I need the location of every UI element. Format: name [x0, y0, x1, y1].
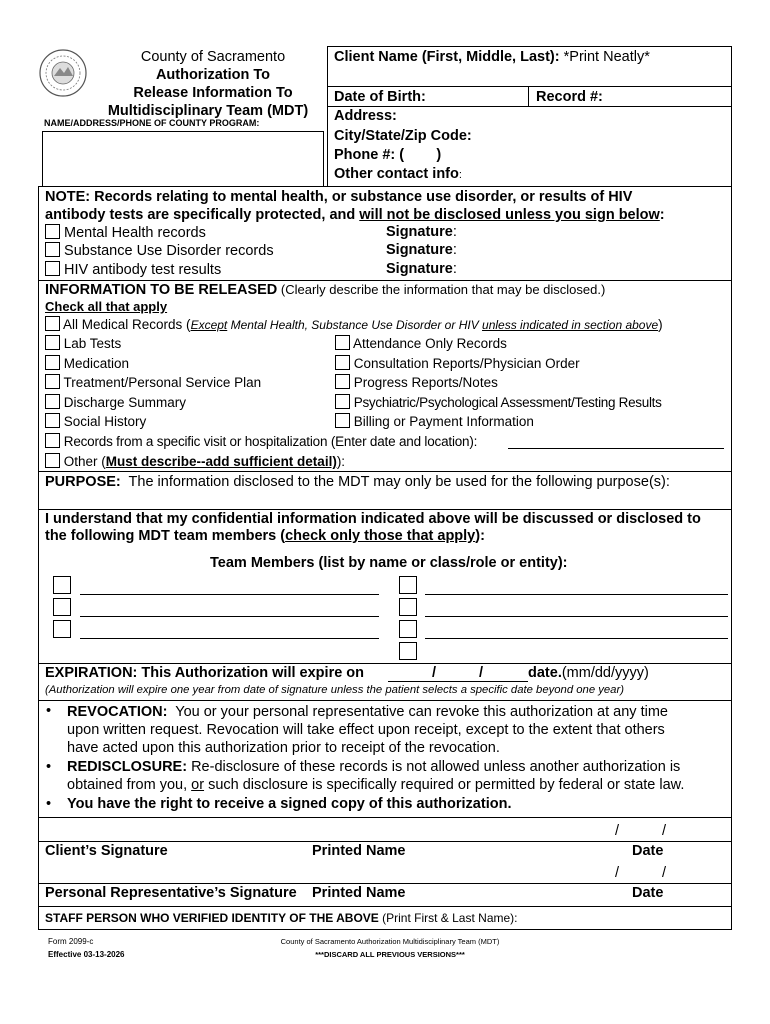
- purpose-label: PURPOSE:: [45, 474, 121, 490]
- all-records-label: All Medical Records (: [63, 317, 191, 332]
- social-history-row[interactable]: [45, 413, 146, 429]
- expiration-date-word: date.: [528, 665, 562, 681]
- social-history-label: Social History: [63, 414, 147, 429]
- progress-row[interactable]: [335, 374, 498, 390]
- footer-title: County of Sacramento Authorization Multidisciplinary Team (MDT): [280, 937, 500, 946]
- team-member-line[interactable]: [80, 594, 379, 595]
- signature-colon: :: [452, 261, 457, 277]
- team-member-checkbox[interactable]: [399, 620, 417, 638]
- rep-printed-name-label: Printed Name: [312, 885, 406, 901]
- attendance-checkbox[interactable]: [335, 335, 350, 350]
- psychiatric-checkbox[interactable]: [335, 394, 350, 409]
- note-line-2a: antibody tests are specifically protected, and: [45, 207, 360, 223]
- understand-line-2a: the following MDT team members (: [45, 528, 286, 544]
- revocation-label: REVOCATION:: [67, 704, 168, 720]
- check-all-label: Check all that apply: [45, 299, 168, 314]
- phone-paren: ( ): [399, 147, 442, 163]
- all-records-checkbox[interactable]: [45, 316, 60, 331]
- other-contact-label: Other contact info: [334, 166, 459, 182]
- mental-health-checkbox[interactable]: [45, 224, 60, 239]
- revocation-text-1: You or your personal representative can revoke this authorization at any time: [167, 704, 668, 720]
- purpose-text: The information disclosed to the MDT may only be used for the following purpose(s):: [120, 474, 670, 490]
- redisclosure-text-2a: obtained from you,: [67, 777, 192, 793]
- billing-label: Billing or Payment Information: [353, 414, 534, 429]
- team-member-checkbox[interactable]: [53, 620, 71, 638]
- medication-label: Medication: [63, 356, 130, 371]
- footer-discard: ***DISCARD ALL PREVIOUS VERSIONS***: [315, 950, 465, 959]
- all-records-unless: unless indicated in section above: [482, 318, 659, 332]
- expiration-slash-1: /: [432, 665, 437, 681]
- billing-row[interactable]: [335, 413, 534, 429]
- consultation-label: Consultation Reports/Physician Order: [353, 356, 580, 371]
- program-label: NAME/ADDRESS/PHONE OF COUNTY PROGRAM:: [44, 118, 260, 128]
- staff-verify-note: (Print First & Last Name):: [378, 911, 518, 925]
- all-records-row[interactable]: [45, 316, 663, 332]
- dob-field[interactable]: Date of Birth:: [334, 89, 426, 105]
- mental-health-row[interactable]: [45, 224, 206, 241]
- treatment-checkbox[interactable]: [45, 374, 60, 389]
- all-records-close: ): [658, 317, 663, 332]
- all-records-except: Except: [190, 318, 228, 332]
- social-history-checkbox[interactable]: [45, 413, 60, 428]
- attendance-row[interactable]: [335, 335, 507, 351]
- client-date-slash-1: /: [615, 823, 620, 839]
- mental-health-signature[interactable]: [386, 224, 457, 240]
- form-number: Form 2099-c: [48, 937, 94, 946]
- redisclosure-or: or: [191, 777, 205, 793]
- other-checkbox[interactable]: [45, 453, 60, 468]
- rep-date-label: Date: [632, 885, 664, 901]
- understand-check-only: check only those that apply: [285, 528, 476, 544]
- expiration-format: (mm/dd/yyyy): [561, 665, 649, 681]
- county-seal: [38, 48, 88, 98]
- team-member-line[interactable]: [425, 616, 728, 617]
- revocation-line-1: [67, 704, 668, 720]
- other-contact-colon: :: [458, 169, 462, 181]
- effective-date: [48, 950, 125, 959]
- staff-verify-label: STAFF PERSON WHO VERIFIED IDENTITY OF THE ABOVE: [45, 911, 379, 925]
- expiration-slash-2: /: [479, 665, 484, 681]
- rep-signature-line[interactable]: [38, 883, 732, 884]
- sud-signature[interactable]: [386, 242, 457, 258]
- record-field[interactable]: Record #:: [536, 89, 603, 105]
- print-neatly-hint: *Print Neatly*: [563, 49, 650, 65]
- staff-verify-field[interactable]: [45, 911, 518, 925]
- effective-date-value: 03-13-2026: [83, 950, 125, 959]
- other-label: Other (: [63, 454, 106, 469]
- hiv-label: HIV antibody test results: [64, 262, 222, 278]
- sud-row[interactable]: [45, 242, 274, 259]
- other-contact-field[interactable]: [334, 166, 462, 182]
- info-heading-text: INFORMATION TO BE RELEASED: [45, 282, 278, 298]
- revocation-line-2: upon written request. Revocation will take effect upon receipt, except to the extent that others: [67, 722, 665, 738]
- hiv-signature[interactable]: [386, 261, 457, 277]
- county-name: County of Sacramento: [140, 49, 286, 65]
- medication-checkbox[interactable]: [45, 355, 60, 370]
- discharge-row[interactable]: [45, 394, 186, 410]
- team-member-line[interactable]: [80, 638, 379, 639]
- city-field[interactable]: City/State/Zip Code:: [334, 128, 472, 144]
- psychiatric-label: Psychiatric/Psychological Assessment/Testing Results: [353, 395, 662, 410]
- program-box[interactable]: [42, 131, 324, 187]
- client-name-field[interactable]: [334, 49, 650, 65]
- rep-date-slash-1: /: [615, 865, 620, 881]
- specific-visit-label: Records from a specific visit or hospitalization (Enter date and location):: [63, 434, 478, 449]
- other-must-describe: Must describe--add sufficient detail): [105, 454, 337, 469]
- bullet-dot: •: [46, 796, 52, 812]
- signature-colon: :: [452, 242, 457, 258]
- expiration-date-line[interactable]: [388, 681, 528, 682]
- client-signature-line[interactable]: [38, 841, 732, 842]
- mental-health-label: Mental Health records: [64, 225, 206, 241]
- note-line-1: NOTE: Records relating to mental health, or substance use disorder, or results of HIV: [45, 189, 633, 205]
- client-signature-label: Client’s Signature: [45, 843, 168, 859]
- other-row[interactable]: [45, 453, 345, 469]
- bullet-dot: •: [46, 703, 52, 719]
- form-title-1: Authorization To: [155, 67, 271, 83]
- specific-visit-line[interactable]: [508, 448, 724, 449]
- form-title-2: Release Information To: [133, 85, 293, 101]
- redisclosure-line-2: [67, 777, 684, 793]
- team-member-checkbox[interactable]: [399, 642, 417, 660]
- lab-tests-checkbox[interactable]: [45, 335, 60, 350]
- team-member-checkbox[interactable]: [53, 598, 71, 616]
- bullet-dot: •: [46, 759, 52, 775]
- note-line-2c: :: [659, 207, 665, 223]
- hiv-row[interactable]: [45, 261, 221, 278]
- progress-label: Progress Reports/Notes: [353, 375, 498, 390]
- consultation-row[interactable]: [335, 355, 580, 371]
- understand-line-2: [45, 528, 485, 544]
- team-member-line[interactable]: [80, 616, 379, 617]
- billing-checkbox[interactable]: [335, 413, 350, 428]
- sud-label: Substance Use Disorder records: [64, 243, 274, 259]
- effective-label: Effective: [48, 950, 84, 959]
- redisclosure-text-2c: such disclosure is specifically required or permitted by federal or state law.: [204, 777, 685, 793]
- info-heading-note: (Clearly describe the information that may be disclosed.): [277, 282, 606, 297]
- expiration-note: (Authorization will expire one year from date of signature unless the patient selects a specific date beyond one year): [45, 684, 624, 696]
- phone-field[interactable]: [334, 147, 441, 163]
- understand-line-1: I understand that my confidential information indicated above will be discussed or disclosed to: [45, 511, 701, 527]
- sud-checkbox[interactable]: [45, 242, 60, 257]
- form-title-3: Multidisciplinary Team (MDT): [107, 103, 309, 119]
- expiration-label: EXPIRATION: This Authorization will expire on: [45, 665, 365, 681]
- specific-visit-row[interactable]: [45, 433, 477, 449]
- consultation-checkbox[interactable]: [335, 355, 350, 370]
- team-member-line[interactable]: [425, 594, 728, 595]
- rep-date-slash-2: /: [662, 865, 667, 881]
- medication-row[interactable]: [45, 355, 129, 371]
- client-name-label: Client Name (First, Middle, Last):: [334, 49, 560, 65]
- note-line-2: [45, 207, 665, 223]
- expiration-date-format: [528, 665, 649, 681]
- redisclosure-line-1: [67, 759, 680, 775]
- client-date-slash-2: /: [662, 823, 667, 839]
- revocation-line-3: have acted upon this authorization prior to receipt of the revocation.: [67, 740, 500, 756]
- all-records-exceptions: Mental Health, Substance Use Disorder or HIV: [227, 318, 483, 332]
- team-members-heading: Team Members (list by name or class/role or entity):: [210, 555, 568, 571]
- discharge-label: Discharge Summary: [63, 395, 187, 410]
- lab-tests-row[interactable]: [45, 335, 121, 351]
- team-member-checkbox[interactable]: [399, 598, 417, 616]
- understand-line-2c: ):: [475, 528, 485, 544]
- redisclosure-text-1: Re-disclosure of these records is not allowed unless another authorization is: [187, 759, 681, 775]
- client-date-label: Date: [632, 843, 664, 859]
- redisclosure-label: REDISCLOSURE:: [67, 759, 188, 775]
- purpose-row[interactable]: [45, 474, 670, 490]
- team-member-line[interactable]: [425, 638, 728, 639]
- team-member-checkbox[interactable]: [399, 576, 417, 594]
- discharge-checkbox[interactable]: [45, 394, 60, 409]
- client-printed-name-label: Printed Name: [312, 843, 406, 859]
- rep-signature-label: Personal Representative’s Signature: [45, 885, 297, 901]
- signed-copy-right: You have the right to receive a signed copy of this authorization.: [67, 796, 512, 812]
- info-heading: [45, 282, 605, 298]
- team-member-checkbox[interactable]: [53, 576, 71, 594]
- signature-colon: :: [452, 224, 457, 240]
- hiv-checkbox[interactable]: [45, 261, 60, 276]
- note-line-2b: will not be disclosed unless you sign below: [359, 207, 660, 223]
- lab-tests-label: Lab Tests: [63, 336, 122, 351]
- attendance-label: Attendance Only Records: [353, 336, 507, 351]
- signature-label: Signature: [386, 261, 453, 277]
- address-field[interactable]: Address:: [334, 108, 397, 124]
- treatment-row[interactable]: [45, 374, 261, 390]
- other-close: ):: [336, 454, 346, 469]
- phone-label: Phone #:: [334, 147, 396, 163]
- signature-label: Signature: [386, 242, 453, 258]
- signature-label: Signature: [386, 224, 453, 240]
- progress-checkbox[interactable]: [335, 374, 350, 389]
- specific-visit-checkbox[interactable]: [45, 433, 60, 448]
- treatment-label: Treatment/Personal Service Plan: [63, 375, 262, 390]
- psychiatric-row[interactable]: [335, 394, 662, 410]
